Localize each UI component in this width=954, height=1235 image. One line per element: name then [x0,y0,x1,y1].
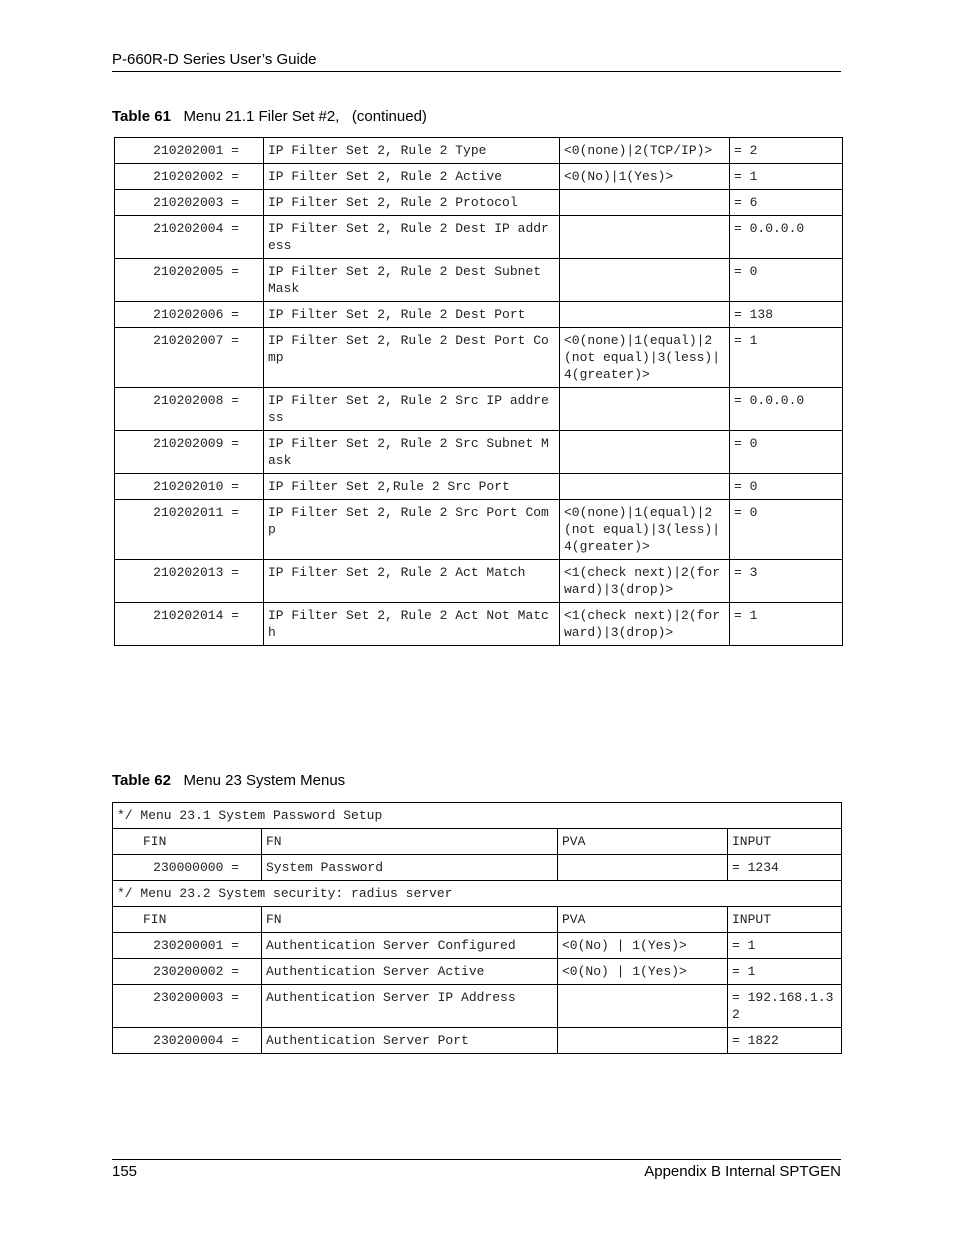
input-cell: = 0.0.0.0 [730,388,843,431]
table-62-label: Table 62 [112,772,171,789]
fin-cell: 210202007 = [115,328,264,388]
pva-cell: <0(No)|1(Yes)> [560,164,730,190]
fin-cell: 210202002 = [115,164,264,190]
document-title: P-660R-D Series User’s Guide [112,51,317,68]
table-row [113,855,842,881]
table-row [115,302,843,328]
table-61-title: Menu 21.1 Filer Set #2, (continued) [183,108,427,125]
table-row [115,164,843,190]
input-cell: = 1 [730,328,843,388]
table-row [115,474,843,500]
input-cell: = 1822 [728,1028,842,1054]
fin-cell: 210202001 = [115,138,264,164]
fin-cell: 230200002 = [113,959,262,985]
fin-cell: 210202006 = [115,302,264,328]
input-cell: = 0 [730,474,843,500]
pva-cell [560,474,730,500]
fn-cell: IP Filter Set 2, Rule 2 Dest Port Comp [264,328,560,388]
column-header-pva: PVA [558,829,728,855]
pva-cell: <1(check next)|2(forward)|3(drop)> [560,560,730,603]
table-row [115,216,843,259]
fn-cell: IP Filter Set 2, Rule 2 Src Subnet Mask [264,431,560,474]
table-62 [112,802,842,1054]
input-cell: = 192.168.1.32 [728,985,842,1028]
table-61 [114,137,843,646]
fn-cell: Authentication Server Port [262,1028,558,1054]
column-header-row [113,829,842,855]
column-header-fn: FN [262,907,558,933]
pva-cell [558,985,728,1028]
table-row [115,259,843,302]
column-header-fn: FN [262,829,558,855]
pva-cell [558,855,728,881]
table-row [113,933,842,959]
fin-cell: 210202008 = [115,388,264,431]
table-row [113,959,842,985]
pva-cell [560,388,730,431]
table-row [115,138,843,164]
table-61-label: Table 61 [112,108,171,125]
input-cell: = 1234 [728,855,842,881]
table-62-title: Menu 23 System Menus [183,772,346,789]
fin-cell: 210202010 = [115,474,264,500]
column-header-input: INPUT [728,829,842,855]
pva-cell [560,259,730,302]
fin-cell: 210202009 = [115,431,264,474]
fn-cell: Authentication Server Active [262,959,558,985]
fn-cell: System Password [262,855,558,881]
column-header-input: INPUT [728,907,842,933]
pva-cell: <0(none)|2(TCP/IP)> [560,138,730,164]
fn-cell: IP Filter Set 2, Rule 2 Protocol [264,190,560,216]
table-row [115,190,843,216]
input-cell: = 6 [730,190,843,216]
input-cell: = 0.0.0.0 [730,216,843,259]
table-row [115,388,843,431]
input-cell: = 1 [730,164,843,190]
section-title: */ Menu 23.1 System Password Setup [113,803,842,829]
input-cell: = 1 [728,933,842,959]
fin-cell: 210202003 = [115,190,264,216]
fn-cell: IP Filter Set 2, Rule 2 Act Not Match [264,603,560,646]
table-row [115,603,843,646]
column-header-fin: FIN [113,829,262,855]
table-row [115,560,843,603]
input-cell: = 3 [730,560,843,603]
fin-cell: 210202013 = [115,560,264,603]
table-62-caption [112,772,345,789]
input-cell: = 0 [730,259,843,302]
fn-cell: IP Filter Set 2, Rule 2 Active [264,164,560,190]
pva-cell [560,431,730,474]
fn-cell: IP Filter Set 2, Rule 2 Src Port Comp [264,500,560,560]
fin-cell: 230200004 = [113,1028,262,1054]
pva-cell: <1(check next)|2(forward)|3(drop)> [560,603,730,646]
input-cell: = 2 [730,138,843,164]
input-cell: = 0 [730,500,843,560]
fin-cell: 210202011 = [115,500,264,560]
input-cell: = 1 [728,959,842,985]
pva-cell: <0(none)|1(equal)|2(not equal)|3(less)|4(greater)> [560,328,730,388]
pva-cell [558,1028,728,1054]
table-row [115,500,843,560]
input-cell: = 0 [730,431,843,474]
page-footer [112,1159,841,1180]
fn-cell: IP Filter Set 2, Rule 2 Dest Port [264,302,560,328]
table-row [115,431,843,474]
table-61-caption [112,108,427,125]
table-row [113,1028,842,1054]
section-title-row [113,881,842,907]
table-row [113,985,842,1028]
page-header [112,51,841,72]
column-header-fin: FIN [113,907,262,933]
pva-cell: <0(No) | 1(Yes)> [558,959,728,985]
pva-cell [560,216,730,259]
fn-cell: IP Filter Set 2, Rule 2 Type [264,138,560,164]
fin-cell: 210202004 = [115,216,264,259]
table-row [115,328,843,388]
column-header-pva: PVA [558,907,728,933]
fn-cell: IP Filter Set 2, Rule 2 Dest Subnet Mask [264,259,560,302]
section-title: */ Menu 23.2 System security: radius server [113,881,842,907]
fn-cell: Authentication Server IP Address [262,985,558,1028]
fin-cell: 230200001 = [113,933,262,959]
fin-cell: 230000000 = [113,855,262,881]
pva-cell: <0(No) | 1(Yes)> [558,933,728,959]
fn-cell: IP Filter Set 2, Rule 2 Act Match [264,560,560,603]
column-header-row [113,907,842,933]
pva-cell [560,302,730,328]
fn-cell: IP Filter Set 2, Rule 2 Dest IP address [264,216,560,259]
fn-cell: IP Filter Set 2,Rule 2 Src Port [264,474,560,500]
pva-cell: <0(none)|1(equal)|2(not equal)|3(less)|4(greater)> [560,500,730,560]
input-cell: = 1 [730,603,843,646]
fin-cell: 230200003 = [113,985,262,1028]
fin-cell: 210202014 = [115,603,264,646]
fn-cell: Authentication Server Configured [262,933,558,959]
footer-section: Appendix B Internal SPTGEN [644,1163,841,1180]
input-cell: = 138 [730,302,843,328]
pva-cell [560,190,730,216]
page-number: 155 [112,1163,138,1180]
fin-cell: 210202005 = [115,259,264,302]
section-title-row [113,803,842,829]
fn-cell: IP Filter Set 2, Rule 2 Src IP address [264,388,560,431]
